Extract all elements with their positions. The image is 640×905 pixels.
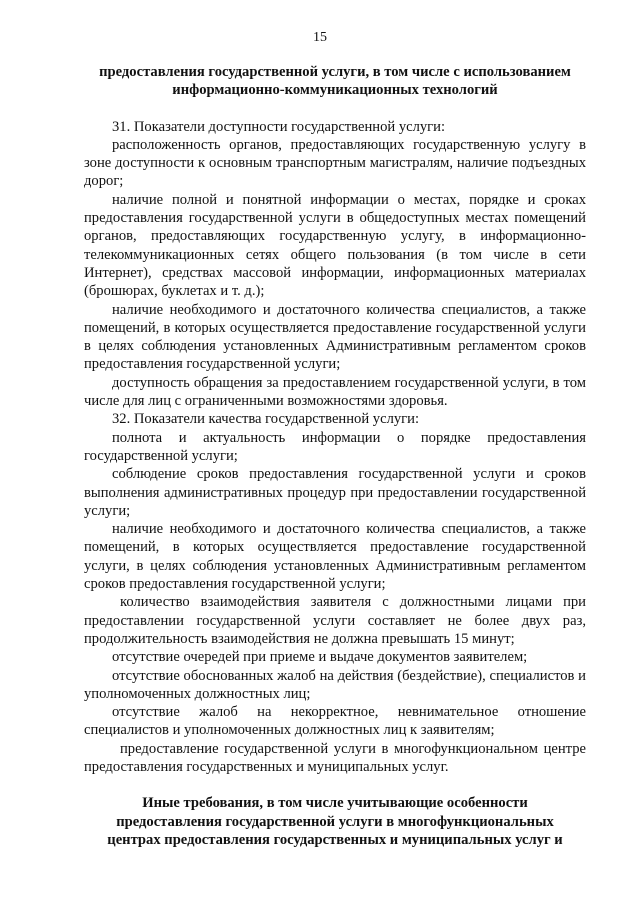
- paragraph-31-title: 31. Показатели доступности государственной услуги:: [112, 118, 446, 135]
- paragraph-32-title: 32. Показатели качества государственной услуги:: [112, 411, 420, 428]
- paragraph-mfc: предоставление государственной услуги в многофункциональном центре предоставления государственных и муниципальных услуг.: [84, 740, 586, 775]
- paragraph-specialists-quality: наличие необходимого и достаточного количества специалистов, а также помещений, в которых осуществляется предоставление государственной услуги, в целях соблюдения установленных Административным регламентом сроков предоставления государственной услуги;: [84, 521, 586, 593]
- paragraph-no-queues: отсутствие очередей при приеме и выдаче документов заявителем;: [112, 649, 528, 666]
- paragraph-no-justified-complaints: отсутствие обоснованных жалоб на действия (бездействие), специалистов и уполномоченных должностных лиц;: [84, 667, 586, 702]
- paragraph-completeness: полнота и актуальность информации о порядке предоставления государственной услуги;: [84, 429, 586, 464]
- paragraph-no-incorrect-attitude: отсутствие жалоб на некорректное, невнимательное отношение специалистов и уполномоченных должностных лиц к заявителям;: [84, 704, 586, 739]
- paragraph-information: наличие полной и понятной информации о местах, порядке и сроках предоставления государственной услуги в общедоступных местах помещений органов, предоставляющих государственную услугу, в информационно-телекоммуникационных сетях общего пользования (в том числе в сети Интернет), средствах массовой информации, информационных материалах (брошюрах, буклетах и т. д.);: [84, 191, 586, 300]
- paragraph-deadlines: соблюдение сроков предоставления государственной услуги и сроков выполнения административных процедур при предоставлении государственной услуги;: [84, 466, 586, 519]
- section-heading-top: предоставления государственной услуги, в том числе с использованием информационно-коммуникационных технологий: [99, 64, 571, 99]
- page-number: 15: [313, 30, 327, 45]
- paragraph-interactions: количество взаимодействия заявителя с должностными лицами при предоставлении государственной услуги составляет не более двух раз, продолжительность взаимодействия не должна превышать 15 минут;: [84, 594, 586, 647]
- paragraph-location: расположенность органов, предоставляющих государственную услугу в зоне доступности к основным транспортным магистралям, наличие подъездных дорог;: [84, 136, 586, 190]
- paragraph-accessibility: доступность обращения за предоставлением государственной услуги, в том числе для лиц с ограниченными возможностями здоровья.: [84, 374, 586, 410]
- paragraph-specialists-availability: наличие необходимого и достаточного количества специалистов, а также помещений, в которых осуществляется предоставление государственной услуги в целях соблюдения установленных Административным регламентом сроков предоставления государственной услуги;: [84, 301, 586, 373]
- section-heading-bottom: Иные требования, в том числе учитывающие особенности предоставления государственной услуги в многофункциональных центрах предоставления государственных и муниципальных услуг и: [107, 795, 563, 848]
- document-body: [84, 63, 586, 849]
